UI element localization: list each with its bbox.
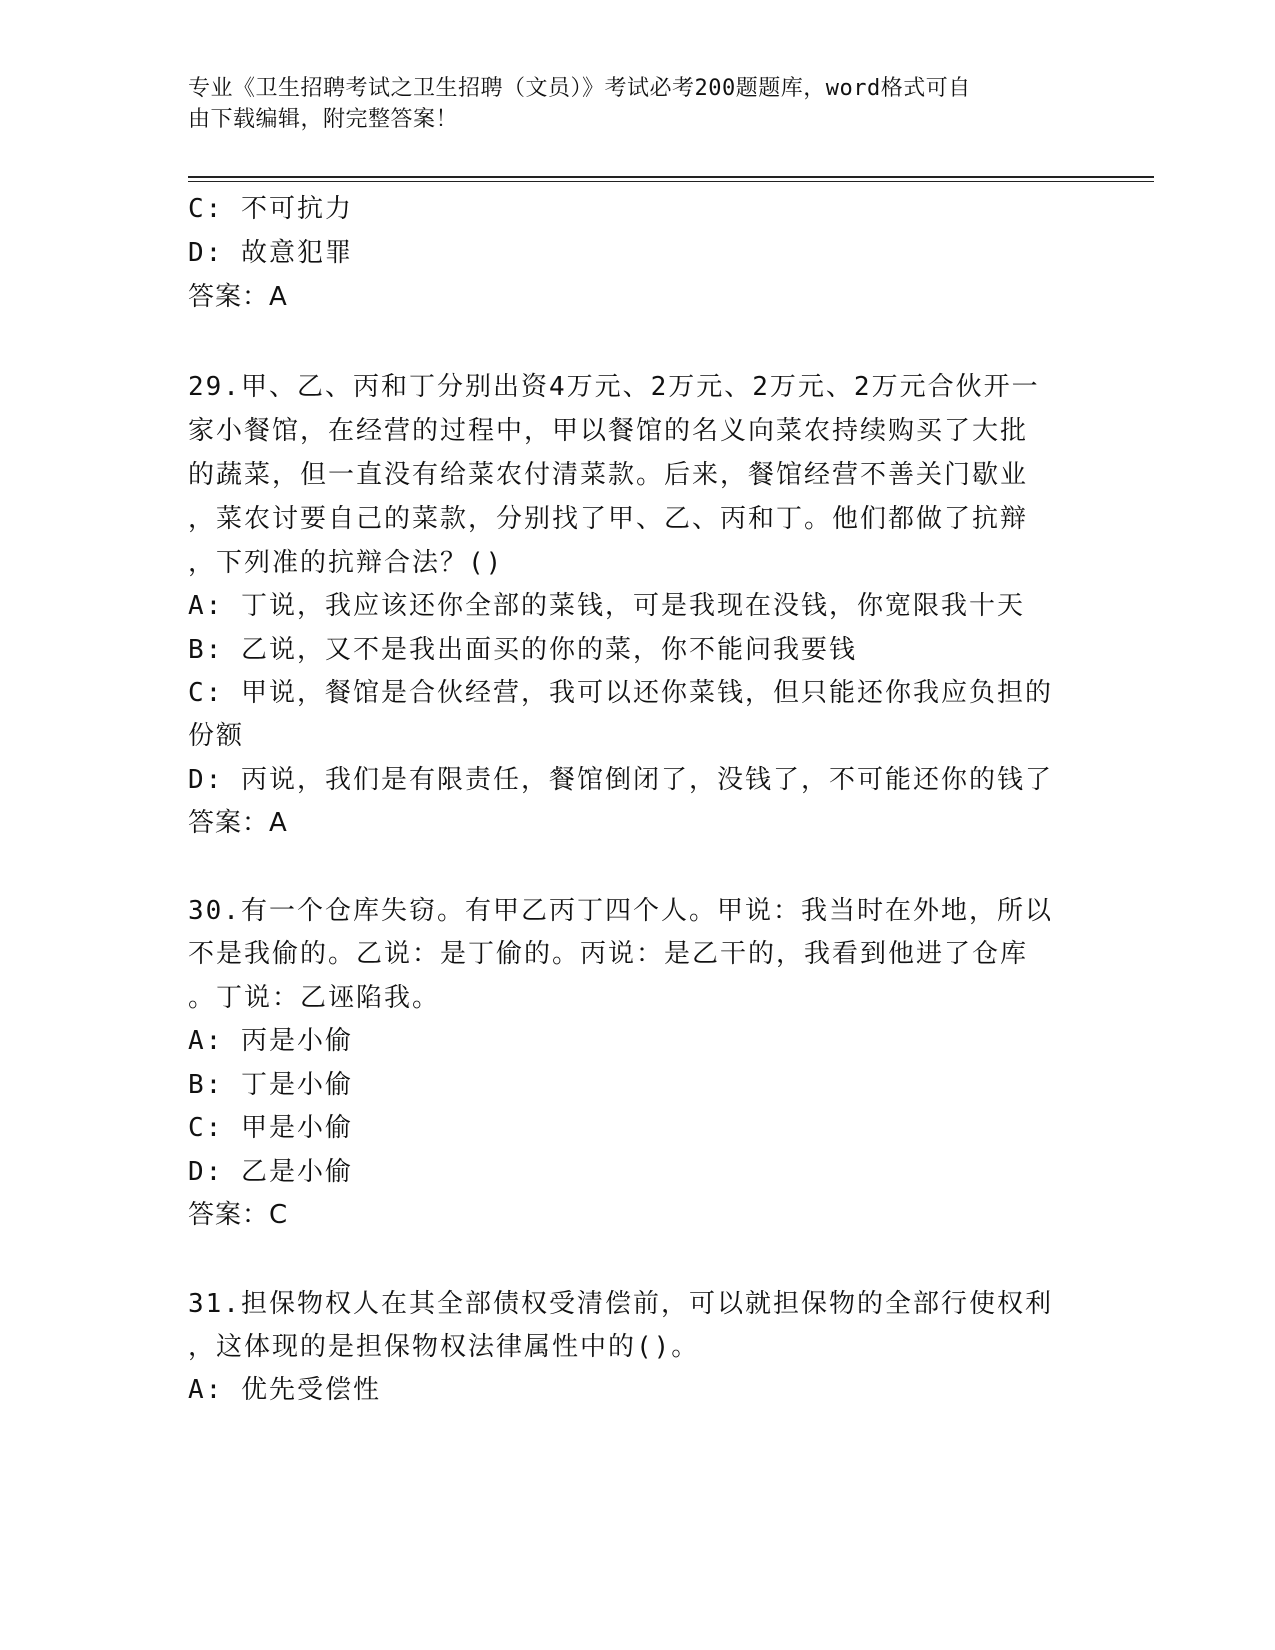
answer-line: 答案：A [188, 282, 288, 312]
question-line: ，这体现的是担保物权法律属性中的()。 [188, 1332, 700, 1362]
option-line: A: 丙是小偷 [188, 1026, 353, 1056]
option-line: D: 故意犯罪 [188, 238, 353, 268]
question-line: 31.担保物权人在其全部债权受清偿前，可以就担保物的全部行使权利 [188, 1289, 1053, 1319]
option-line: D: 丙说，我们是有限责任，餐馆倒闭了，没钱了，不可能还你的钱了 [188, 765, 1053, 795]
option-line: A: 优先受偿性 [188, 1375, 381, 1405]
option-line: C: 甲是小偷 [188, 1113, 353, 1143]
question-line: 家小餐馆，在经营的过程中，甲以餐馆的名义向菜农持续购买了大批 [188, 416, 1029, 446]
question-line: 30.有一个仓库失窃。有甲乙丙丁四个人。甲说：我当时在外地，所以 [188, 896, 1053, 926]
answer-line: 答案：C [188, 1200, 289, 1230]
header-rule-thin [188, 181, 1154, 182]
header-rule-thick [188, 176, 1154, 178]
question-line: 。丁说：乙诬陷我。 [188, 983, 441, 1013]
question-line: ，菜农讨要自己的菜款，分别找了甲、乙、丙和丁。他们都做了抗辩 [188, 504, 1029, 534]
answer-line: 答案：A [188, 808, 288, 838]
question-line: 29.甲、乙、丙和丁分别出资4万元、2万元、2万元、2万元合伙开一 [188, 372, 1040, 402]
question-line: 的蔬菜，但一直没有给菜农付清菜款。后来，餐馆经营不善关门歇业 [188, 460, 1029, 490]
question-line: ，下列准的抗辩合法？() [188, 548, 504, 578]
question-line: 不是我偷的。乙说：是丁偷的。丙说：是乙干的，我看到他进了仓库 [188, 939, 1029, 969]
option-line: D: 乙是小偷 [188, 1157, 353, 1187]
option-line: C: 不可抗力 [188, 194, 353, 224]
option-line: B: 乙说，又不是我出面买的你的菜，你不能问我要钱 [188, 635, 857, 665]
document-header: 专业《卫生招聘考试之卫生招聘（文员）》考试必考200题题库，word格式可自 由下载编辑，附完整答案！ [188, 76, 971, 132]
option-line: C: 甲说，餐馆是合伙经营，我可以还你菜钱，但只能还你我应负担的 [188, 678, 1053, 708]
option-line: 份额 [188, 721, 245, 751]
option-line: A: 丁说，我应该还你全部的菜钱，可是我现在没钱，你宽限我十天 [188, 591, 1025, 621]
option-line: B: 丁是小偷 [188, 1070, 353, 1100]
